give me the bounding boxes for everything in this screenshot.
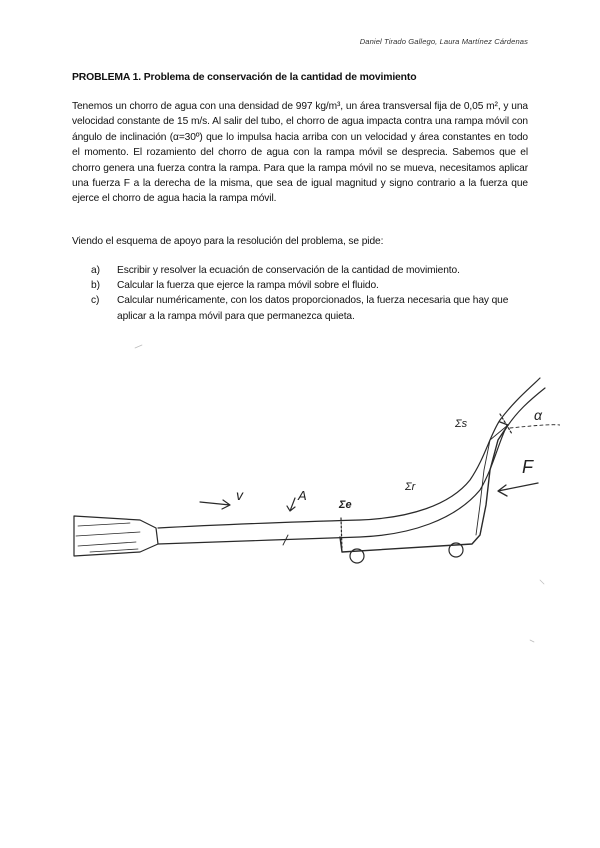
ramp-body bbox=[340, 422, 508, 552]
label-force: F bbox=[522, 457, 533, 477]
question-list bbox=[72, 263, 528, 324]
problem-title: PROBLEMA 1. Problema de conservación de la cantidad de movimiento bbox=[72, 72, 417, 83]
question-item bbox=[72, 293, 528, 323]
questions-intro: Viendo el esquema de apoyo para la resolución del problema, se pide: bbox=[72, 236, 384, 247]
force-arrow bbox=[498, 483, 538, 496]
jet-ramp-sketch bbox=[60, 330, 560, 690]
label-wall: Σr bbox=[405, 481, 416, 493]
question-text: Calcular numéricamente, con los datos proporcionados, la fuerza necesaria que hay que aplicar a la rampa móvil para que permanezca quieta. bbox=[117, 295, 509, 322]
header-authors: Daniel Tirado Gallego, Laura Martínez Cárdenas bbox=[359, 37, 528, 46]
question-label: a) bbox=[91, 265, 100, 276]
label-angle: α bbox=[534, 407, 542, 423]
question-label: c) bbox=[91, 295, 100, 307]
ramp-back bbox=[476, 425, 508, 535]
question-text: Escribir y resolver la ecuación de conservación de la cantidad de movimiento. bbox=[117, 265, 460, 276]
nozzle-hatch bbox=[76, 523, 140, 552]
label-area: A bbox=[298, 488, 307, 503]
label-inlet: Σe bbox=[339, 499, 352, 511]
angle-reference bbox=[510, 425, 560, 428]
pencil-marks bbox=[135, 345, 544, 642]
velocity-arrow bbox=[200, 500, 230, 509]
label-velocity: v bbox=[236, 487, 243, 503]
question-label: b) bbox=[91, 280, 100, 292]
problem-statement: Tenemos un chorro de agua con una densidad de 997 kg/m³, un área transversal fija de 0,05 m², y una velocidad constante de 15 m/s. Al salir del tubo, el chorro de agua impacta contra una rampa móvil con ángulo de inclinación (α=30º) que lo impulsa hacia arriba con un velocidad y área constantes en todo el momento. El rozamiento del chorro de agua con la rampa móvil se desprecia. Sabemos que el chorro genera una fuerza contra la rampa. Para que la rampa móvil no se mueva, necesitamos aplicar una fuerza F a la derecha de la misma, que sea de igual magnitud y signo contrario a la fuerza que ejerce el chorro de agua hacia la rampa móvil. bbox=[72, 101, 528, 205]
outlet-surface bbox=[500, 414, 512, 434]
question-item bbox=[72, 278, 528, 293]
question-text: Calcular la fuerza que ejerce la rampa móvil sobre el fluido. bbox=[117, 280, 379, 292]
question-item bbox=[72, 263, 528, 278]
label-outlet: Σs bbox=[455, 418, 468, 430]
area-arrow bbox=[287, 498, 295, 511]
